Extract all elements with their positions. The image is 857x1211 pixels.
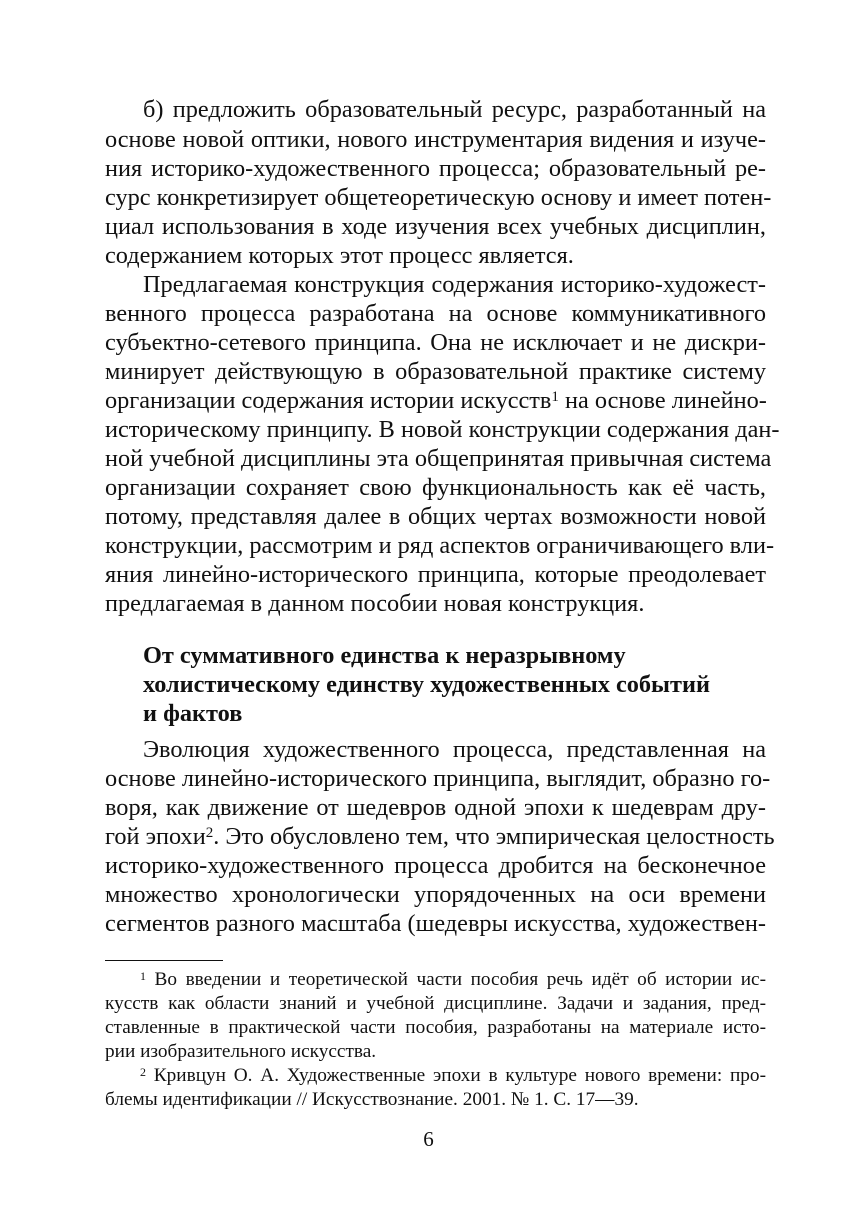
footnote-line bbox=[140, 968, 766, 992]
text-segment: . Это обусловлено тем, что эмпирическая целостность bbox=[213, 823, 775, 850]
text-line: содержанием которых этот процесс является. bbox=[105, 242, 574, 269]
text-line: воря, как движение от шедевров одной эпохи к шедеврам дру- bbox=[105, 794, 766, 821]
text-line: ния историко-художественного процесса; образовательный ре- bbox=[105, 155, 766, 182]
text-segment: Во введении и теоретической части пособия речь идёт об истории ис- bbox=[145, 969, 766, 990]
text-line: конструкции, рассмотрим и ряд аспектов ограничивающего вли- bbox=[105, 532, 775, 559]
text-line: циал использования в ходе изучения всех учебных дисциплин, bbox=[105, 213, 766, 240]
text-line: венного процесса разработана на основе коммуникативного bbox=[105, 300, 766, 327]
text-line: сурс конкретизирует общетеоретическую основу и имеет потен- bbox=[105, 184, 772, 211]
text-line: ной учебной дисциплины эта общепринятая привычная система bbox=[105, 445, 772, 472]
text-line-with-footnote bbox=[105, 386, 766, 416]
footnote-reference-1[interactable]: 1 bbox=[551, 389, 559, 406]
text-line: яния линейно-исторического принципа, которые преодолевает bbox=[105, 561, 766, 588]
footnote-line: рии изобразительного искусства. bbox=[105, 1041, 377, 1062]
footnote-marker-1: 1 bbox=[140, 968, 146, 983]
text-line: Эволюция художественного процесса, представленная на bbox=[143, 736, 766, 763]
text-line: минирует действующую в образовательной практике систему bbox=[105, 358, 766, 385]
text-line: потому, представляя далее в общих чертах возможности новой bbox=[105, 503, 766, 530]
footnote-line: кусств как области знаний и учебной дисциплине. Задачи и задания, пред- bbox=[105, 993, 766, 1014]
footnote-line bbox=[140, 1064, 766, 1088]
heading-line: холистическому единству художественных событий bbox=[143, 671, 710, 698]
text-line: историко-художественного процесса дробится на бесконечное bbox=[105, 852, 766, 879]
text-segment: гой эпохи bbox=[105, 823, 206, 850]
page-number: 6 bbox=[423, 1127, 434, 1151]
footnote-divider bbox=[105, 960, 223, 961]
text-line: б) предложить образовательный ресурс, разработанный на bbox=[143, 96, 766, 123]
text-line: организации сохраняет свою функциональность как её часть, bbox=[105, 474, 766, 501]
footnote-reference-2[interactable]: 2 bbox=[205, 825, 214, 842]
text-line: множество хронологически упорядоченных на оси времени bbox=[105, 881, 766, 908]
text-line-with-footnote bbox=[105, 822, 775, 852]
heading-line: и фактов bbox=[143, 700, 243, 727]
text-segment: Кривцун О. А. Художественные эпохи в культуре нового времени: про- bbox=[145, 1065, 766, 1086]
text-segment: организации содержания истории искусств bbox=[105, 387, 552, 414]
text-segment: на основе линейно- bbox=[558, 387, 767, 414]
text-line: сегментов разного масштаба (шедевры искусства, художествен- bbox=[105, 910, 766, 937]
text-line: Предлагаемая конструкция содержания историко-художест- bbox=[143, 271, 766, 298]
text-line: предлагаемая в данном пособии новая конструкция. bbox=[105, 590, 645, 617]
footnote-line: блемы идентификации // Искусствознание. 2001. № 1. С. 17—39. bbox=[105, 1089, 639, 1110]
text-line: субъектно-сетевого принципа. Она не исключает и не дискри- bbox=[105, 329, 766, 356]
heading-line: От суммативного единства к неразрывному bbox=[143, 642, 626, 669]
footnote-line: ставленные в практической части пособия, разработаны на материале исто- bbox=[105, 1017, 766, 1038]
text-line: историческому принципу. В новой конструкции содержания дан- bbox=[105, 416, 780, 443]
footnote-marker-2: 2 bbox=[140, 1064, 146, 1079]
text-line: основе линейно-исторического принципа, выглядит, образно го- bbox=[105, 765, 771, 792]
text-line: основе новой оптики, нового инструментария видения и изуче- bbox=[105, 126, 766, 153]
